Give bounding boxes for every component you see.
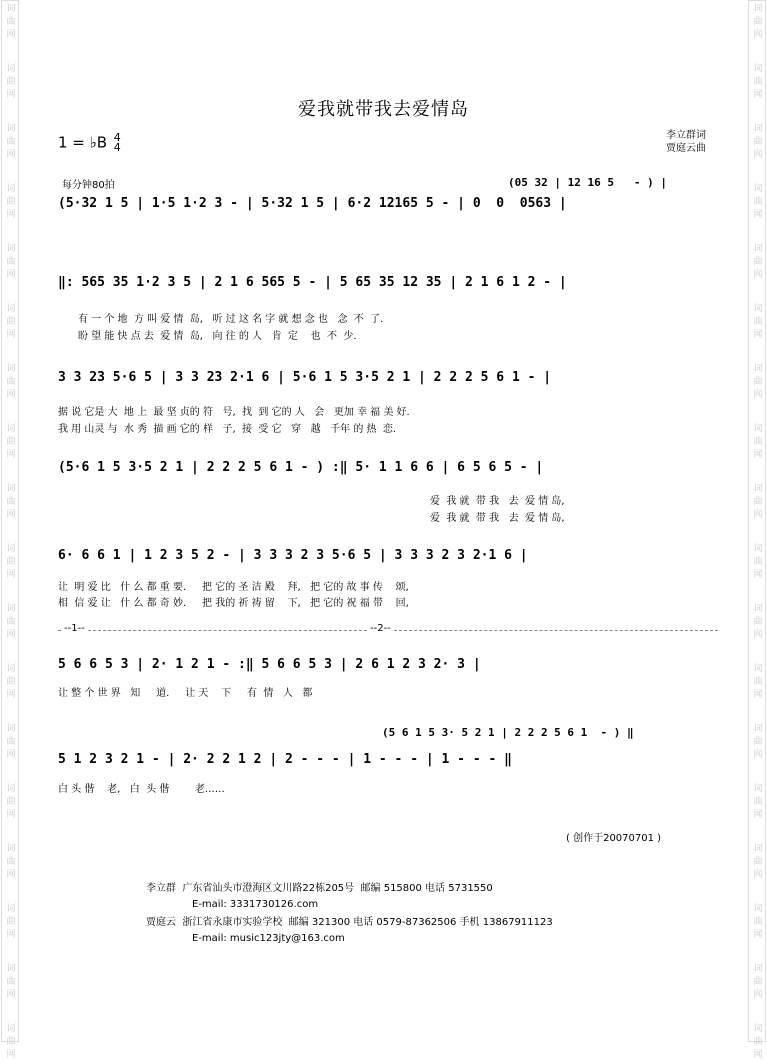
watermark-glyph: 网 (6, 450, 16, 460)
watermark-glyph: 词 (753, 184, 763, 194)
right-watermark-strip (748, 0, 766, 1060)
contact-name: 贾庭云 (146, 917, 176, 928)
watermark-glyph: 网 (753, 570, 763, 580)
lyric-row-6: 让 整 个 世 界 知 道. 让 天 下 有 情 人 都 (58, 688, 313, 699)
watermark-glyph: 词 (6, 484, 16, 494)
watermark-glyph: 词 (6, 544, 16, 554)
watermark-glyph: 网 (753, 990, 763, 1000)
watermark-glyph: 词 (753, 904, 763, 914)
outro-bracket-notes: (5 6 1 5 3· 5 2 1 | 2 2 2 5 6 1 - ) ‖ (382, 726, 634, 739)
lyric-row-3-verse-1: 据 说 它是 大 地 上 最 坚 贞的 符 号, 找 到 它的 人 会 更加 幸 福 美 好. (58, 407, 410, 418)
notation-row-3: 3 3 23 5·6 5 | 3 3 23 2·1 6 | 5·6 1 5 3·5 2 1 | 2 2 2 5 6 1 - | (58, 370, 552, 385)
watermark-glyph: 网 (753, 270, 763, 280)
watermark-glyph: 网 (753, 750, 763, 760)
watermark-glyph: 曲 (753, 437, 763, 447)
watermark-glyph: 曲 (6, 377, 16, 387)
watermark-glyph: 曲 (6, 617, 16, 627)
time-signature (114, 133, 121, 153)
watermark-glyph: 网 (6, 1050, 16, 1060)
watermark-glyph: 网 (753, 630, 763, 640)
lyricist-credit: 李立群词 (666, 130, 706, 141)
lyric-row-4-verse-1: 爱 我 就 带 我 去 爱 情 岛, (430, 496, 565, 507)
watermark-glyph: 网 (753, 210, 763, 220)
lyric-row-2-verse-2: 盼 望 能 快 点 去 爱 情 岛, 向 往 的 人 肯 定 也 不 少. (78, 331, 357, 342)
tempo-marking: 每分钟80拍 (62, 180, 115, 191)
watermark-glyph: 网 (6, 150, 16, 160)
watermark-glyph: 词 (6, 364, 16, 374)
watermark-glyph: 网 (6, 510, 16, 520)
watermark-glyph: 词 (753, 544, 763, 554)
notation-row-2: ‖: 565 35 1·2 3 5 | 2 1 6 565 5 - | 5 65 35 12 35 | 2 1 6 1 2 - | (58, 275, 567, 290)
watermark-glyph: 网 (6, 570, 16, 580)
contact-address: 广东省汕头市澄海区文川路22栋205号 邮编 515800 电话 5731550 (182, 883, 493, 894)
watermark-glyph: 曲 (6, 77, 16, 87)
key-prefix: 1 = ♭B (58, 133, 108, 152)
watermark-glyph: 网 (753, 390, 763, 400)
time-numerator: 4 (113, 131, 121, 144)
watermark-glyph: 网 (753, 930, 763, 940)
watermark-glyph: 曲 (6, 737, 16, 747)
composition-date: ( 创作于20070701 ) (566, 833, 662, 844)
watermark-glyph: 网 (753, 1050, 763, 1060)
watermark-glyph: 网 (6, 630, 16, 640)
watermark-glyph: 曲 (6, 317, 16, 327)
volta-2-label: --2-- (370, 623, 391, 634)
lyric-row-7: 白 头 偕 老, 白 头 偕 老…… (58, 784, 225, 795)
left-watermark-strip (1, 0, 19, 1060)
watermark-glyph: 网 (753, 30, 763, 40)
watermark-glyph: 曲 (6, 677, 16, 687)
watermark-glyph: 网 (753, 330, 763, 340)
credits (666, 129, 706, 155)
key-signature (58, 133, 121, 153)
watermark-glyph: 网 (6, 90, 16, 100)
watermark-glyph: 网 (6, 870, 16, 880)
watermark-glyph: 词 (6, 184, 16, 194)
watermark-glyph: 曲 (753, 857, 763, 867)
watermark-glyph: 曲 (753, 497, 763, 507)
watermark-glyph: 曲 (6, 497, 16, 507)
notation-row-7: 5 1 2 3 2 1 - | 2· 2 2 1 2 | 2 - - - | 1 - - - | 1 - - - ‖ (58, 752, 512, 767)
watermark-glyph: 词 (753, 844, 763, 854)
watermark-glyph: 曲 (6, 257, 16, 267)
song-title: 爱我就带我去爱情岛 (298, 99, 469, 120)
contact-composer-email: E-mail: music123jty@163.com (192, 933, 345, 944)
watermark-glyph: 网 (6, 930, 16, 940)
watermark-glyph: 曲 (753, 797, 763, 807)
watermark-glyph: 网 (753, 510, 763, 520)
watermark-glyph: 曲 (6, 917, 16, 927)
watermark-glyph: 曲 (6, 197, 16, 207)
watermark-glyph: 网 (6, 750, 16, 760)
watermark-glyph: 词 (6, 64, 16, 74)
lyric-row-5-verse-1: 让 明 爱 比 什 么 都 重 要. 把 它的 圣 洁 殿 拜, 把 它的 故 事 传 颂, (58, 582, 409, 593)
time-denominator: 4 (113, 141, 121, 154)
watermark-glyph: 词 (6, 4, 16, 14)
watermark-glyph: 曲 (6, 857, 16, 867)
watermark-glyph: 词 (753, 784, 763, 794)
watermark-glyph: 曲 (6, 1037, 16, 1047)
watermark-glyph: 词 (6, 604, 16, 614)
watermark-glyph: 词 (6, 904, 16, 914)
watermark-glyph: 网 (753, 450, 763, 460)
watermark-glyph: 词 (753, 4, 763, 14)
watermark-glyph: 网 (6, 210, 16, 220)
watermark-glyph: 曲 (6, 977, 16, 987)
watermark-glyph: 曲 (6, 437, 16, 447)
composer-credit: 贾庭云曲 (666, 143, 706, 154)
watermark-glyph: 网 (6, 30, 16, 40)
watermark-glyph: 词 (6, 1024, 16, 1034)
watermark-glyph: 词 (753, 724, 763, 734)
watermark-glyph: 词 (753, 124, 763, 134)
watermark-glyph: 曲 (753, 557, 763, 567)
contact-name: 李立群 (146, 883, 176, 894)
watermark-glyph: 网 (6, 990, 16, 1000)
watermark-glyph: 曲 (753, 677, 763, 687)
watermark-glyph: 曲 (6, 17, 16, 27)
watermark-glyph: 曲 (6, 557, 16, 567)
watermark-glyph: 网 (753, 690, 763, 700)
contact-lyricist-email: E-mail: 3331730126.com (192, 899, 319, 910)
watermark-glyph: 词 (753, 964, 763, 974)
lyric-row-5-verse-2: 相 信 爱 让 什 么 都 奇 妙. 把 我的 祈 祷 留 下, 把 它的 祝 福 带 回, (58, 598, 409, 609)
watermark-glyph: 曲 (6, 137, 16, 147)
watermark-glyph: 曲 (753, 617, 763, 627)
watermark-glyph: 词 (6, 664, 16, 674)
watermark-glyph: 网 (6, 810, 16, 820)
watermark-glyph: 词 (753, 424, 763, 434)
volta-1-label: --1-- (64, 623, 85, 634)
watermark-glyph: 网 (6, 330, 16, 340)
watermark-glyph: 曲 (753, 1037, 763, 1047)
contact-address: 浙江省永康市实验学校 邮编 321300 电话 0579-87362506 手机 13867911123 (182, 917, 553, 928)
watermark-glyph: 词 (753, 484, 763, 494)
watermark-glyph: 词 (753, 64, 763, 74)
watermark-glyph: 曲 (753, 197, 763, 207)
notation-row-4: (5·6 1 5 3·5 2 1 | 2 2 2 5 6 1 - ) :‖ 5· 1 1 6 6 | 6 5 6 5 - | (58, 460, 544, 475)
notation-row-1: (5·32 1 5 | 1·5 1·2 3 - | 5·32 1 5 | 6·2 12165 5 - | 0 0 0563 | (58, 196, 567, 211)
watermark-glyph: 词 (753, 304, 763, 314)
watermark-glyph: 网 (753, 90, 763, 100)
watermark-glyph: 曲 (753, 377, 763, 387)
contact-lyricist (146, 882, 493, 895)
watermark-glyph: 曲 (753, 317, 763, 327)
watermark-glyph: 词 (6, 244, 16, 254)
watermark-glyph: 词 (753, 244, 763, 254)
watermark-glyph: 曲 (753, 977, 763, 987)
watermark-glyph: 曲 (753, 17, 763, 27)
watermark-glyph: 词 (6, 724, 16, 734)
watermark-glyph: 曲 (753, 77, 763, 87)
watermark-glyph: 曲 (753, 257, 763, 267)
lyric-row-3-verse-2: 我 用 山灵 与 水 秀 描 画 它的 样 子, 接 受 它 穿 越 千年 的 热 恋. (58, 424, 397, 435)
watermark-glyph: 网 (753, 810, 763, 820)
watermark-glyph: 词 (6, 964, 16, 974)
notation-row-5: 6· 6 6 1 | 1 2 3 5 2 - | 3 3 3 2 3 5·6 5 | 3 3 3 2 3 2·1 6 | (58, 548, 528, 563)
watermark-glyph: 网 (753, 150, 763, 160)
watermark-glyph: 网 (6, 390, 16, 400)
watermark-glyph: 词 (6, 844, 16, 854)
watermark-glyph: 网 (753, 870, 763, 880)
lyric-row-2-verse-1: 有 一 个 地 方 叫 爱 情 岛, 听 过 这 名 字 就 想 念 也 念 不 了. (78, 314, 384, 325)
contact-composer (146, 916, 553, 929)
watermark-glyph: 曲 (753, 137, 763, 147)
watermark-glyph: 词 (6, 424, 16, 434)
notation-row-6: 5 6 6 5 3 | 2· 1 2 1 - :‖ 5 6 6 5 3 | 2 6 1 2 3 2· 3 | (58, 657, 481, 672)
watermark-glyph: 曲 (753, 737, 763, 747)
watermark-glyph: 网 (6, 690, 16, 700)
watermark-glyph: 词 (753, 604, 763, 614)
watermark-glyph: 词 (6, 304, 16, 314)
watermark-glyph: 词 (753, 364, 763, 374)
watermark-glyph: 词 (6, 784, 16, 794)
lyric-row-4-verse-2: 爱 我 就 带 我 去 爱 情 岛, (430, 513, 565, 524)
watermark-glyph: 曲 (6, 797, 16, 807)
intro-pickup-notes: (05 32 | 12 16 5 - ) | (508, 176, 667, 189)
watermark-glyph: 词 (753, 664, 763, 674)
watermark-glyph: 词 (6, 124, 16, 134)
watermark-glyph: 曲 (753, 917, 763, 927)
watermark-glyph: 网 (6, 270, 16, 280)
watermark-glyph: 词 (753, 1024, 763, 1034)
